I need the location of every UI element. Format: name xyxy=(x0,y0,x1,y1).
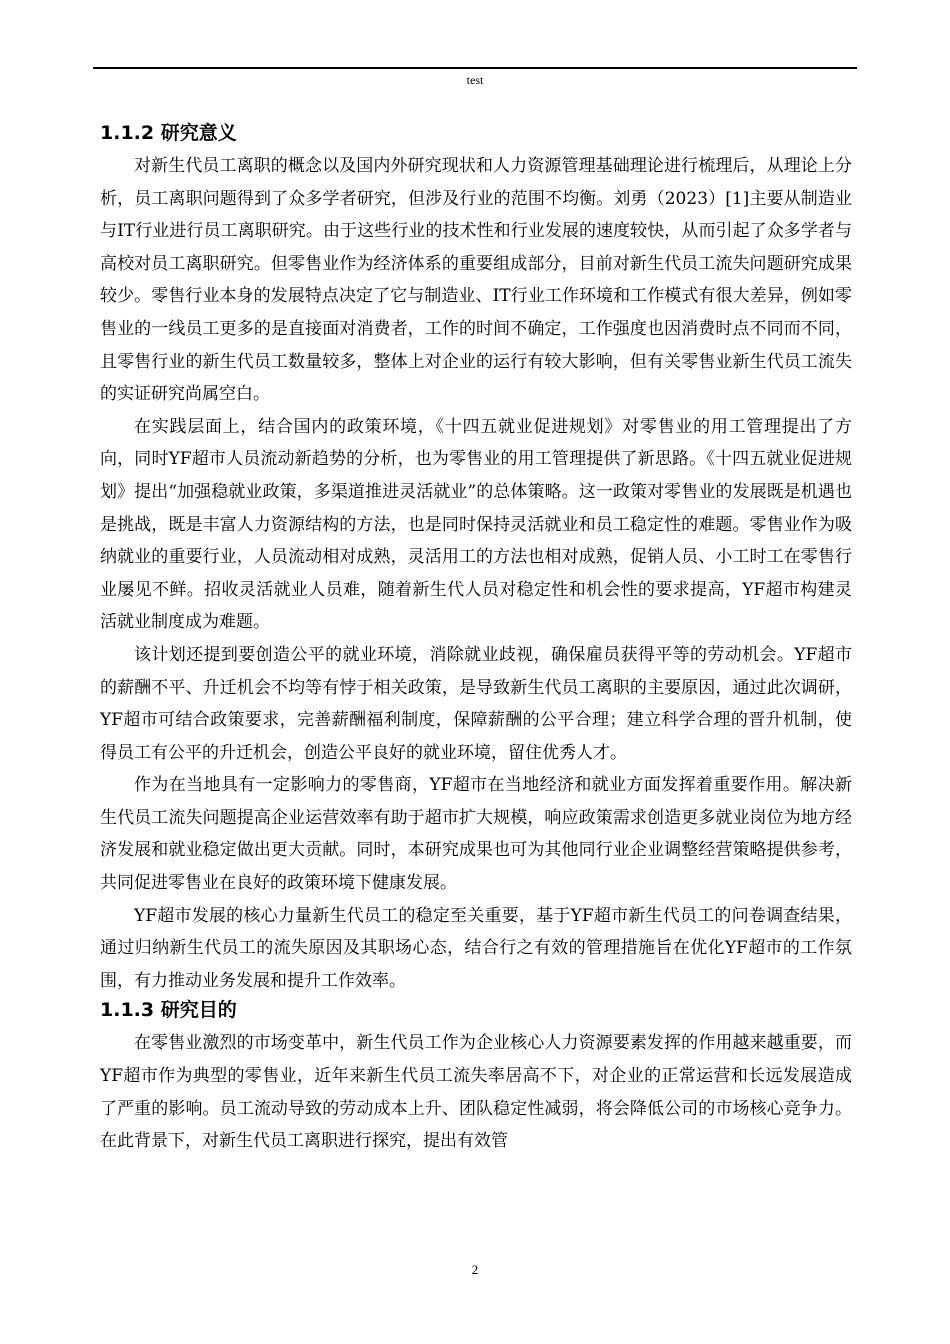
header-rule xyxy=(93,67,857,69)
section-heading-purpose: 1.1.3 研究目的 xyxy=(100,999,237,1022)
paragraph: YF超市发展的核心力量新生代员工的稳定至关重要，基于YF超市新生代员工的问卷调查结果，通过归纳新生代员工的流失原因及其职场心态，结合行之有效的管理措施旨在优化YF超市的工作氛围，有力推动业务发展和提升工作效率。 xyxy=(100,905,852,991)
running-header: test xyxy=(466,73,484,87)
paragraph: 在实践层面上，结合国内的政策环境，《十四五就业促进规划》对零售业的用工管理提出了方向，同时YF超市人员流动新趋势的分析，也为零售业的用工管理提供了新思路。《十四五就业促进规划》提出“加强稳就业政策，多渠道推进灵活就业”的总体策略。这一政策对零售业的发展既是机遇也是挑战，既是丰富人力资源结构的方法，也是同时保持灵活就业和员工稳定性的难题。零售业作为吸纳就业的重要行业，人员流动相对成熟，灵活用工的方法也相对成熟，促销人员、小工时工在零售行业屡见不鲜。招收灵活就业人员难，随着新生代人员对稳定性和机会性的要求提高，YF超市构建灵活就业制度成为难题。 xyxy=(100,416,852,633)
page-number: 2 xyxy=(471,1262,479,1277)
section-heading-significance: 1.1.2 研究意义 xyxy=(100,122,237,144)
page-body xyxy=(100,116,852,1158)
paragraph: 对新生代员工离职的概念以及国内外研究现状和人力资源管理基础理论进行梳理后，从理论上分析，员工离职问题得到了众多学者研究，但涉及行业的范围不均衡。刘勇（2023）[1]主要从制造业与IT行业进行员工离职研究。由于这些行业的技术性和行业发展的速度较快，从而引起了众多学者与高校对员工离职研究。但零售业作为经济体系的重要组成部分，目前对新生代员工流失问题研究成果较少。零售行业本身的发展特点决定了它与制造业、IT行业工作环境和工作模式有很大差异，例如零售业的一线员工更多的是直接面对消费者，工作的时间不确定，工作强度也因消费时点不同而不同，且零售行业的新生代员工数量较多，整体上对企业的运行有较大影响，但有关零售业新生代员工流失的实证研究尚属空白。 xyxy=(100,156,852,405)
paragraph: 作为在当地具有一定影响力的零售商，YF超市在当地经济和就业方面发挥着重要作用。解决新生代员工流失问题提高企业运营效率有助于超市扩大规模，响应政策需求创造更多就业岗位为地方经济发展和就业稳定做出更大贡献。同时，本研究成果也可为其他同行业企业调整经营策略提供参考，共同促进零售业在良好的政策环境下健康发展。 xyxy=(100,775,852,894)
paragraph: 该计划还提到要创造公平的就业环境，消除就业歧视，确保雇员获得平等的劳动机会。YF超市的薪酬不平、升迁机会不均等有悖于相关政策，是导致新生代员工离职的主要原因，通过此次调研，YF超市可结合政策要求，完善薪酬福利制度，保障薪酬的公平合理；建立科学合理的晋升机制，使得员工有公平的升迁机会，创造公平良好的就业环境，留住优秀人才。 xyxy=(100,644,852,763)
paragraph: 在零售业激烈的市场变革中，新生代员工作为企业核心人力资源要素发挥的作用越来越重要，而YF超市作为典型的零售业，近年来新生代员工流失率居高不下，对企业的正常运营和长远发展造成了严重的影响。员工流动导致的劳动成本上升、团队稳定性减弱，将会降低公司的市场核心竞争力。在此背景下，对新生代员工离职进行探究，提出有效管 xyxy=(100,1033,852,1152)
